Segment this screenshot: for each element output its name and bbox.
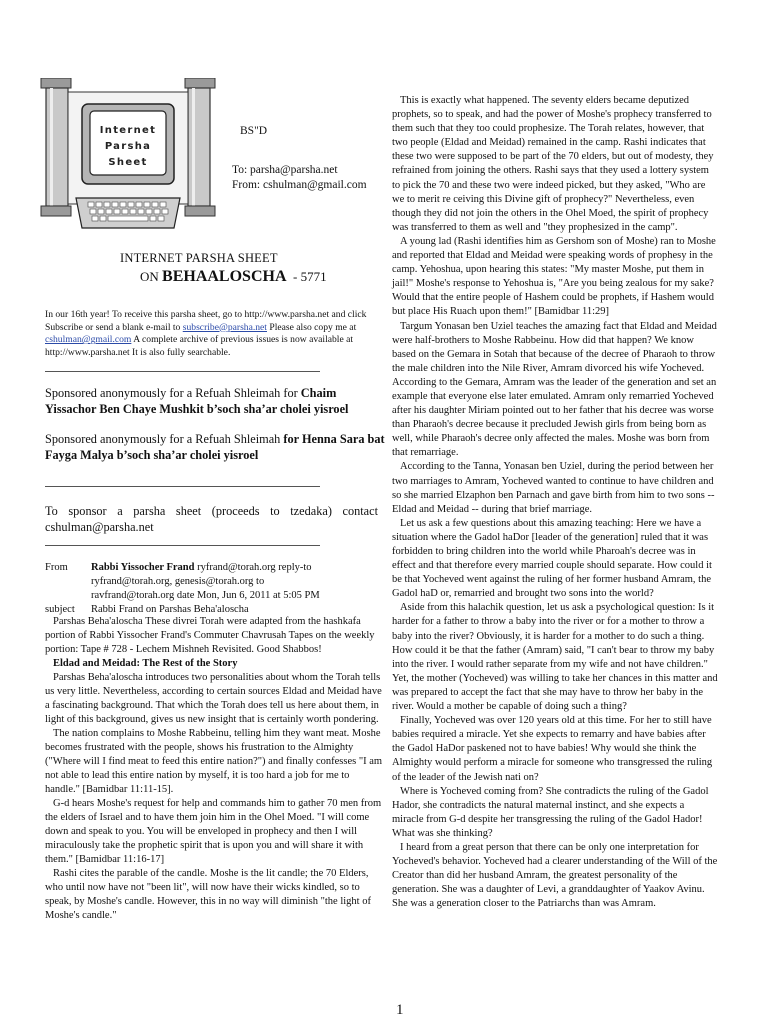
parsha-title-on: ON bbox=[140, 269, 159, 284]
left-column-body bbox=[45, 615, 385, 923]
article-paragraph: Targum Yonasan ben Uziel teaches the amazing fact that Eldad and Meidad were half-brothers to Moshe Rabbeinu. How did that happen? We know based on the Gemara in Sotah that because of the decree of Pharaoh to throw the male children into the Nile River, Amram divorced his wife Yocheved. According to the Gemara, Amram was the leader of the generation and set an example that everyone else later emulated. Amram only remarried Yocheved after his daughter Miriam pointed out to her father that his decree was worse than Pharaoh's decree because it precluded Jewish girls from being born as well, while Pharaoh's decree only affected the males. Moshe was born from that remarriage. bbox=[392, 320, 717, 459]
page-number: 1 bbox=[396, 1002, 404, 1018]
sponsor-2-name: for Henna Sara bat Fayga Malya b’soch sha’ar cholei yisroel bbox=[45, 432, 385, 462]
email-date-line: ravfrand@torah.org date Mon, Jun 6, 2011 at 5:05 PM bbox=[91, 590, 320, 601]
article-paragraph: According to the Tanna, Yonasan ben Uziel, during the period between her two marriages to Amram, Yocheved wanted to continue to have children and so she married Elzaphon ben Parnach and gave birth from him to two sons -- Eldad and Meidad -- during that brief marriage. bbox=[392, 461, 715, 515]
sponsor-1-prefix: Sponsored anonymously for a Refuah Shleimah for bbox=[45, 386, 301, 400]
email-subject: Rabbi Frand on Parshas Beha'aloscha bbox=[91, 604, 249, 615]
logo-word-internet: Internet bbox=[99, 125, 157, 136]
intro-part-2: Please also copy me at bbox=[266, 321, 357, 333]
sponsor-notice-1 bbox=[45, 385, 385, 417]
email-reply-to-line: ryfrand@torah.org, genesis@torah.org to bbox=[91, 576, 265, 587]
email-from-line bbox=[91, 561, 312, 575]
from-address: From: cshulman@gmail.com bbox=[232, 179, 367, 191]
editor-email-link[interactable]: cshulman@gmail.com bbox=[45, 334, 132, 346]
article-paragraph: Let us ask a few questions about this amazing teaching: Here we have a situation where the Gadol haDor [leader of the generation] ruled that it was forbidden to bring children into the world while Pharoah's decree was in effect and that therefore every married couple should separate. How could it be that Yocheved went against the ruling of her former husband Amram, the Gadol haD or, remarried and brought two sons into the world? bbox=[392, 517, 712, 600]
email-subject-label: subject bbox=[45, 604, 75, 615]
article-subtitle: Eldad and Meidad: The Rest of the Story bbox=[53, 658, 238, 669]
article-paragraph: The nation complains to Moshe Rabbeinu, telling him they want meat. Moshe becomes frustrated with the people, shows his frustration to the Almighty ("Where will I find meat to feed this entire nation?") and finally confesses "I am not able to lead this entire nation by myself, it is too hard a job for me to handle." [Bamidbar 11:11-15]. bbox=[45, 728, 383, 795]
subscribe-email-link[interactable]: subscribe@parsha.net bbox=[182, 321, 267, 333]
divider-1 bbox=[45, 371, 320, 372]
email-from-address: ryfrand@torah.org reply-to bbox=[194, 562, 312, 573]
sponsor-1-name: Chaim Yissachor Ben Chaye Mushkit b’soch sha’ar cholei yisroel bbox=[45, 386, 349, 416]
article-paragraph: A young lad (Rashi identifies him as Gershom son of Moshe) ran to Moshe and reported that Eldad and Meidad were speaking words of prophesy in the camp. Yehoshua, upon hearing this states: "My master Moshe, put them in jail!" Moshe's response to Yehoshua is, "Are you being zealous for my sake? Would that the entire people of Hashem could be prophets, if Hashem would but place His Ruach upon them!" [Bamidbar 11:29] bbox=[392, 235, 716, 318]
internet-parsha-sheet-logo bbox=[38, 78, 218, 238]
article-paragraph: I heard from a great person that there can be only one interpretation for Yocheved's behavior. Yocheved had a clearer understanding of the Will of the Creator than did her husband Amram, the greatest personality of the generation. She was a daughter of Levi, a granddaughter of Yaakov Avinu. She was a generation closer to the Patriarchs than was Amram. bbox=[392, 841, 718, 910]
article-paragraph: Parshas Beha'aloscha introduces two personalities about whom the Torah tells us very little. Nevertheless, according to certain sources Eldad and Meidad have a fascinating background. That which the Torah does tell us here about them, in light of this background, gives us new insight that is certainly worth pondering. bbox=[45, 672, 382, 725]
bsd-mark: BS"D bbox=[240, 125, 268, 137]
email-from-label: From bbox=[45, 562, 68, 573]
article-paragraph: Parshas Beha'aloscha These divrei Torah were adapted from the hashkafa portion of Rabbi Yissocher Frand's Commuter Chavrusah Tapes on the weekly portion: Tape # 728 - Lechem Mishneh Revisited. Good Shabbos! bbox=[45, 616, 375, 655]
article-paragraph: Where is Yocheved coming from? She contradicts the ruling of the Gadol Hador, she contradicts the natural maternal instinct, and she expects a miracle from G-d despite her transgressing the ruling of the Gadol Hador! What was she thinking? bbox=[392, 785, 709, 839]
parsha-name: BEHAALOSCHA bbox=[162, 268, 287, 285]
address-block bbox=[232, 163, 367, 193]
sponsor-2-prefix: Sponsored anonymously for a Refuah Shleimah bbox=[45, 432, 284, 446]
parsha-title bbox=[140, 268, 327, 286]
article-paragraph: This is exactly what happened. The seventy elders became deputized prophets, so to speak, and had the power of Moshe's prophecy transferred to them such that they too could prophesize. The Torah relates, however, that two people (Eldad and Meidad) remained in the camp. Rashi indicates that these two were supposed to be part of the 70 elders, but out of modesty, they refrained from joining the others. Rashi says that they used a lottery system to pick the 70 and these two were indeed picked, but they asked, "Who are we to merit re ceiving this Divine gift of prophecy?" Nevertheless, even though they did not join the others in the Ohel Moed, the spirit of prophecy was transferred to them as well and "they prophesized in the camp". bbox=[392, 95, 714, 233]
intro-paragraph bbox=[45, 309, 383, 359]
article-paragraph: Finally, Yocheved was over 120 years old at this time. For her to still have babies required a miracle. Yet she expects to remarry and have babies after the Gadol HaDor paskened not to have babies! Why would she think the Almighty would perform a miracle for someone who transgressed the ruling of the leader of the Jewish nati on? bbox=[392, 715, 713, 783]
parsha-year: - 5771 bbox=[293, 269, 327, 284]
intro-part-3: A complete archive of previous issues is now available at http://www.parsha.net It is also fully searchable. bbox=[45, 334, 354, 358]
intro-part-1: In our 16th year! To receive this parsha sheet, go to http://www.parsha.net and click Subscribe or send a blank e-mail to bbox=[45, 309, 367, 333]
logo-word-parsha: Parsha bbox=[104, 141, 152, 152]
sheet-title: INTERNET PARSHA SHEET bbox=[120, 251, 278, 265]
article-paragraph: G-d hears Moshe's request for help and commands him to gather 70 men from the elders of Israel and to have them join him in the Ohel Moed. "I will come down and speak to you. You will be enveloped in prophecy and then I will miraculously take the prophetic spirit that is upon you and will share it with them." [Bamidbar 11:16-17] bbox=[45, 798, 382, 865]
sponsor-notice-2 bbox=[45, 431, 385, 463]
article-paragraph: Aside from this halachik question, let us ask a psychological question: Is it harder for a father to throw a baby into the river or for a mother to throw a baby into the river? Obviously, it is harder for a mother to do such a thing. How could it be that the father (Amram) said, "I can't bear to throw my baby into the river. I would rather separate from my wife and not have children." Yet, the mother (Yocheved) was willing to take her chances in this matter and was prepared to accept the fact that she may have to throw her baby in the river. Would a mother be capable of doing such a thing? bbox=[392, 602, 718, 713]
divider-3 bbox=[45, 545, 320, 546]
divider-2 bbox=[45, 486, 320, 487]
email-from-name: Rabbi Yissocher Frand bbox=[91, 562, 195, 573]
to-address: To: parsha@parsha.net bbox=[232, 164, 338, 176]
right-column-body bbox=[392, 94, 718, 911]
sponsor-contact: To sponsor a parsha sheet (proceeds to tzedaka) contact cshulman@parsha.net bbox=[45, 504, 378, 534]
article-paragraph: Rashi cites the parable of the candle. Moshe is the lit candle; the 70 Elders, who until now have not "been lit", will now have their wicks kindled, so to speak, by Moshe's candle. However, this in no way will diminish "the light of Moshe's candle." bbox=[45, 868, 371, 921]
logo-word-sheet: Sheet bbox=[108, 157, 148, 168]
